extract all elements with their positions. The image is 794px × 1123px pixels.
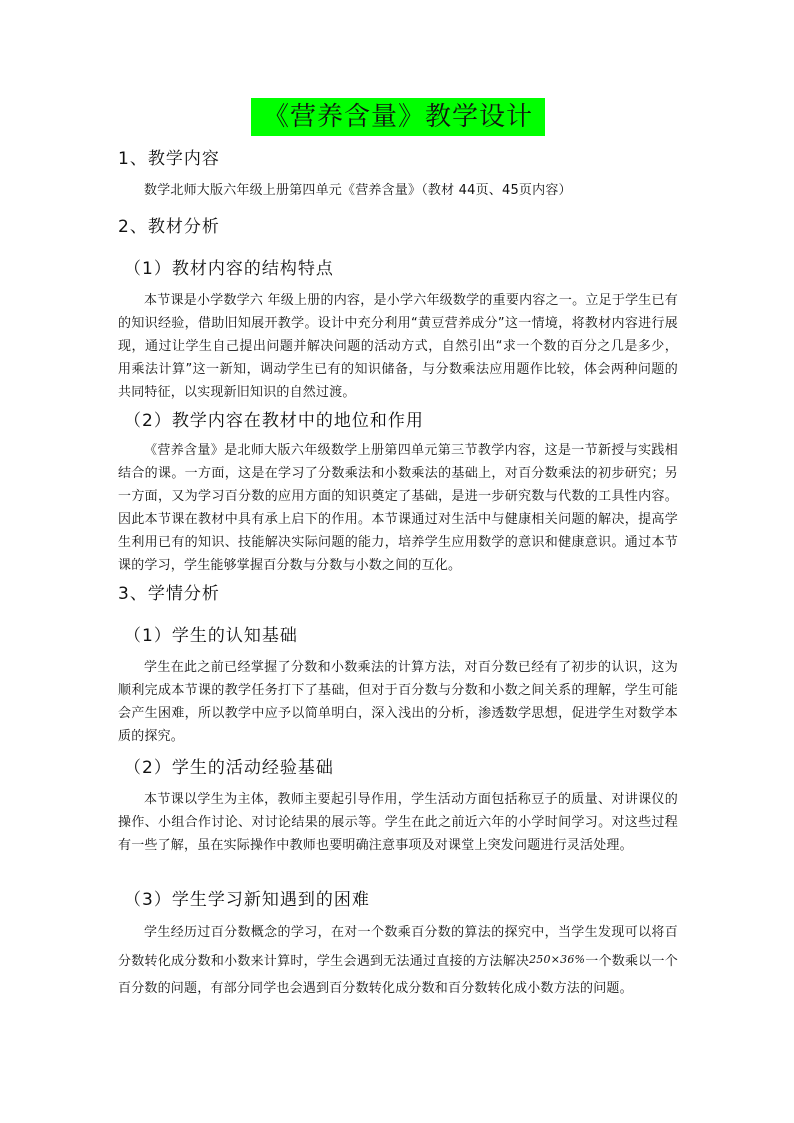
document-title: 《营养含量》教学设计 [251, 98, 545, 136]
section-2-paragraph-1: 本节课是小学数学六 年级上册的内容，是小学六年级数学的重要内容之一。立足于学生已有的知识经验，借助旧知展开教学。设计中充分利用“黄豆营养成分”这一情境，将教材内容进行展现，通过让学生自己提出问题并解决问题的活动方式，自然引出“求一个数的百分之几是多少，用乘法计算”这一新知，调动学生已有的知识储备，与分数乘法应用题作比较，体会两种问题的共同特征，以实现新旧知识的自然过渡。 [118, 293, 678, 400]
section-2-paragraph-2: 《营养含量》是北师大版六年级数学上册第四单元第三节教学内容，这是一节新授与实践相结合的课。一方面，这是在学习了分数乘法和小数乘法的基础上，对百分数乘法的初步研究；另一方面，又为学习百分数的应用方面的知识奠定了基础，是进一步研究数与代数的工具性内容。因此本节课在教材中具有承上启下的作用。本节课通过对生活中与健康相关问题的解决，提高学生利用已有的知识、技能解决实际问题的能力，培养学生应用数学的意识和健康意识。通过本节课的学习，学生能够掌握百分数与分数与小数之间的互化。 [118, 443, 678, 573]
section-2-subheading-1: （1）教材内容的结构特点 [124, 259, 334, 279]
paragraph-3-text-before: 学生经历过百分数概念的学习，在对一个数乘百分数的算法的探究中，当学生发现可以将百分数转化成分数和小数来计算时，学生会遇到无法通过直接的方法解决 [118, 925, 678, 969]
section-3-paragraph-2: 本节课以学生为主体，教师主要起引导作用，学生活动方面包括称豆子的质量、对讲课仪的操作、小组合作讨论、对讨论结果的展示等。学生在此之前近六年的小学时间学习。对这些过程有一些了解，虽在实际操作中教师也要明确注意事项及对课堂上突发问题进行灵活处理。 [118, 792, 678, 853]
section-3-paragraph-3 [118, 919, 678, 1002]
section-2-heading: 2、教材分析 [118, 217, 220, 237]
paragraph-3-text-after: 一个数乘以一个百分数的问题，有部分同学也会遇到百分数转化成分数和百分数转化成小数方法的问题。 [118, 954, 679, 996]
section-3-subheading-1: （1）学生的认知基础 [124, 626, 298, 646]
section-3-paragraph-1: 学生在此之前已经掌握了分数和小数乘法的计算方法，对百分数已经有了初步的认识，这为顺利完成本节课的教学任务打下了基础，但对于百分数与分数和小数之间关系的理解，学生可能会产生困难，所以教学中应予以简单明白，深入浅出的分析，渗透数学思想，促进学生对数学本质的探究。 [118, 660, 678, 744]
section-1-text: 数学北师大版六年级上册第四单元《营养含量》（教材 44页、45页内容） [144, 183, 572, 198]
section-3-subheading-2: （2）学生的活动经验基础 [124, 758, 334, 778]
section-2-subheading-2: （2）教学内容在教材中的地位和作用 [124, 411, 424, 431]
section-3-subheading-3: （3）学生学习新知遇到的困难 [124, 890, 370, 910]
section-3-heading: 3、学情分析 [118, 584, 220, 604]
section-1-heading: 1、教学内容 [118, 149, 220, 169]
math-formula: 250×36% [529, 953, 586, 966]
